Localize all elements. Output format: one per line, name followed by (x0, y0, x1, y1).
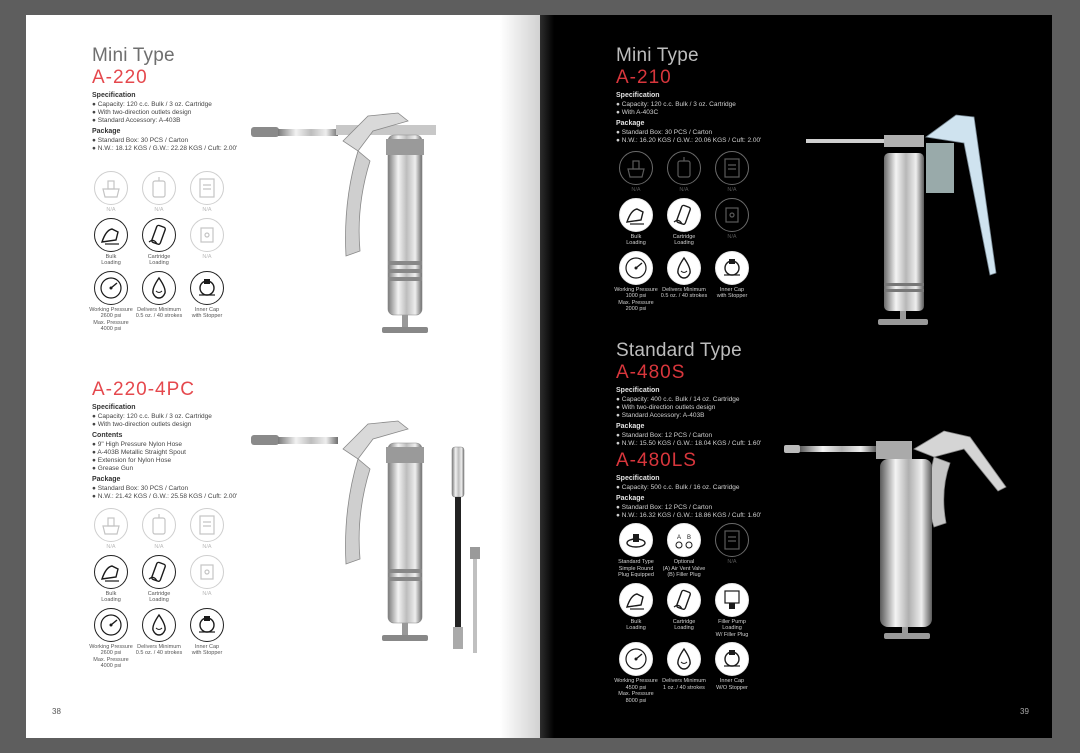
spec-line: ● With A-403C (616, 109, 659, 116)
spec-heading: Specification (616, 92, 660, 99)
grease-gun-image (248, 111, 438, 343)
pressure-gauge-icon (94, 608, 128, 642)
package-heading: Package (616, 423, 645, 430)
bulk-loading-icon (94, 218, 128, 252)
feature-icon-item (708, 198, 756, 247)
model-number: A-220 (92, 67, 148, 88)
feature-caption: N/A (727, 187, 737, 193)
feature-caption: N/A (727, 559, 737, 565)
feature-caption: Cartridge Loading (672, 618, 696, 631)
feature-caption: Delivers Minimum 1 oz. / 40 strokes (662, 678, 706, 691)
feature-caption: Inner Cap with Stopper (191, 306, 223, 319)
pressure-gauge-icon (94, 271, 128, 305)
package-heading: Package (92, 128, 121, 135)
right-page (540, 15, 1052, 738)
package-line: ● N.W.: 16.20 KGS / G.W.: 20.06 KGS / Cuft: 2.00' (616, 137, 762, 144)
inner-cap-icon (715, 251, 749, 285)
filler-plug-icon (715, 198, 749, 232)
package-line: ● N.W.: 15.50 KGS / G.W.: 18.04 KGS / Cuft: 1.60' (616, 440, 762, 447)
grease-drop-icon (667, 642, 701, 676)
feature-caption: Working Pressure 1000 psi Max. Pressure 2000 psi (614, 286, 658, 312)
inner-cap-icon (190, 608, 224, 642)
feature-icon-item (660, 642, 708, 704)
spec-line: ● Standard Accessory: A-403B (616, 412, 705, 419)
page-number: 39 (1020, 707, 1029, 716)
feature-caption: Delivers Minimum 0.5 oz. / 40 strokes (660, 286, 708, 299)
filler-pump-icon (715, 151, 749, 185)
feature-caption: N/A (727, 233, 737, 240)
grease-gun-image (784, 427, 1010, 647)
contents-line: ● Extension for Nylon Hose (92, 457, 172, 464)
grease-drop-icon (667, 251, 701, 285)
model-number: A-210 (616, 67, 672, 88)
grease-gun-image (806, 113, 1006, 329)
cartridge-loading-icon (667, 583, 701, 617)
feature-caption: N/A (154, 207, 164, 213)
feature-icon-item (708, 642, 756, 704)
feature-icon-item (135, 555, 183, 604)
feature-caption: N/A (631, 187, 641, 193)
bulk-pump-icon (619, 151, 653, 185)
feature-caption: N/A (202, 544, 212, 550)
package-line: ● N.W.: 21.42 KGS / G.W.: 25.58 KGS / Cuft: 2.00' (92, 493, 238, 500)
inner-cap-icon (190, 271, 224, 305)
feature-caption: Inner Cap with Stopper (191, 643, 223, 656)
spec-line: ● With two-direction outlets design (92, 109, 192, 116)
left-page (26, 15, 540, 738)
spec-line: ● With two-direction outlets design (92, 421, 192, 428)
feature-icon-item (612, 523, 660, 579)
feature-icon-item (660, 198, 708, 247)
a220-section (92, 45, 237, 153)
feature-icon-item (183, 271, 231, 333)
cartridge-loading-icon (142, 555, 176, 589)
grease-drop-icon (142, 608, 176, 642)
spec-heading: Specification (616, 387, 660, 394)
spec-heading: Specification (92, 404, 136, 411)
feature-icon-item (87, 555, 135, 604)
package-line: ● Standard Box: 12 PCS / Carton (616, 504, 713, 511)
feature-icon-item (660, 151, 708, 194)
filler-pump-icon (190, 508, 224, 542)
spec-heading: Specification (92, 92, 136, 99)
bulk-pump-icon (94, 508, 128, 542)
feature-caption: N/A (679, 187, 689, 193)
product-type-title: Standard Type (616, 340, 742, 361)
plug-equipped-icon (619, 523, 653, 557)
package-line: ● Standard Box: 30 PCS / Carton (92, 485, 189, 492)
feature-icon-item (87, 608, 135, 670)
contents-heading: Contents (92, 432, 123, 439)
feature-icon-item (612, 642, 660, 704)
grease-gun-kit-image (248, 419, 468, 651)
feature-icon-item (708, 251, 756, 313)
package-line: ● N.W.: 16.32 KGS / G.W.: 18.86 KGS / Cuft: 1.60' (616, 512, 762, 519)
a480s-section (616, 340, 761, 520)
bulk-loading-icon (619, 198, 653, 232)
feature-caption: Optional (A) Air Vent Valve (B) Filler Plug (662, 559, 706, 578)
bulk-loading-icon (619, 583, 653, 617)
feature-caption: Standard Type Simple Round Plug Equipped (618, 559, 654, 578)
feature-caption: Inner Cap with Stopper (716, 286, 748, 299)
feature-caption: Bulk Loading (626, 233, 646, 246)
page-number: 38 (52, 707, 61, 716)
feature-icon-grid (87, 508, 231, 670)
a210-section (616, 45, 761, 145)
feature-caption: Delivers Minimum 0.5 oz. / 40 strokes (135, 306, 183, 319)
inner-cap-icon (715, 642, 749, 676)
package-heading: Package (616, 495, 645, 502)
feature-caption: Working Pressure 2600 psi Max. Pressure 4000 psi (89, 306, 133, 332)
filler-plug-icon (190, 218, 224, 252)
feature-icon-grid (612, 523, 756, 704)
feature-caption: Bulk Loading (101, 590, 121, 603)
feature-icon-item (87, 508, 135, 551)
feature-icon-grid (87, 171, 231, 333)
feature-caption: N/A (202, 253, 212, 260)
feature-icon-item (612, 583, 660, 639)
filler-pump-loading-icon (715, 583, 749, 617)
package-line: ● N.W.: 18.12 KGS / G.W.: 22.28 KGS / Cuft: 2.00' (92, 145, 238, 152)
package-heading: Package (92, 476, 121, 483)
feature-icon-item (660, 251, 708, 313)
product-type-title: Mini Type (92, 45, 175, 66)
package-line: ● Standard Box: 30 PCS / Carton (616, 129, 713, 136)
feature-caption: Working Pressure 4500 psi Max. Pressure 8000 psi (614, 678, 658, 704)
feature-icon-item (183, 608, 231, 670)
cartridge-loading-icon (142, 218, 176, 252)
feature-caption: Bulk Loading (101, 253, 121, 266)
package-line: ● Standard Box: 30 PCS / Carton (92, 137, 189, 144)
pressure-gauge-icon (619, 642, 653, 676)
feature-icon-grid (612, 151, 756, 313)
cartridge-loading-icon (667, 198, 701, 232)
feature-icon-item (135, 171, 183, 214)
feature-icon-item (135, 271, 183, 333)
feature-caption: N/A (202, 590, 212, 597)
feature-icon-item (183, 171, 231, 214)
page-gutter-shadow (540, 15, 554, 738)
feature-caption: Cartridge Loading (147, 253, 171, 266)
feature-caption: N/A (106, 207, 116, 213)
svg-text:A: A (677, 535, 682, 541)
bulk-pump-icon (94, 171, 128, 205)
spec-line: ● Standard Accessory: A-403B (92, 117, 181, 124)
spec-line: ● Capacity: 120 c.c. Bulk / 3 oz. Cartridge (92, 413, 212, 420)
spec-line: ● With two-direction outlets design (616, 404, 716, 411)
spec-line: ● Capacity: 500 c.c. Bulk / 16 oz. Cartridge (616, 484, 740, 491)
feature-icon-item (135, 508, 183, 551)
feature-icon-item (87, 218, 135, 267)
feature-caption: Inner Cap W/O Stopper (716, 678, 748, 691)
spec-line: ● Capacity: 120 c.c. Bulk / 3 oz. Cartridge (616, 101, 736, 108)
feature-caption: Working Pressure 2600 psi Max. Pressure 4000 psi (89, 643, 133, 669)
feature-icon-item (87, 271, 135, 333)
feature-icon-item (612, 251, 660, 313)
spec-line: ● Capacity: 400 c.c. Bulk / 14 oz. Cartridge (616, 396, 740, 403)
feature-icon-item (708, 583, 756, 639)
extension-spout-image (468, 547, 482, 655)
contents-line: ● A-403B Metallic Straight Spout (92, 449, 186, 456)
feature-caption: Filler Pump Loading W/ Filler Plug (715, 618, 749, 638)
filler-pump-icon (715, 523, 749, 557)
spec-line: ● Capacity: 120 c.c. Bulk / 3 oz. Cartridge (92, 101, 212, 108)
package-heading: Package (616, 120, 645, 127)
cartridge-vent-icon (142, 171, 176, 205)
svg-text:B: B (687, 535, 692, 541)
feature-icon-item (135, 608, 183, 670)
filler-pump-icon (190, 171, 224, 205)
feature-icon-item (87, 171, 135, 214)
feature-icon-item (708, 151, 756, 194)
contents-line: ● 9" High Pressure Nylon Hose (92, 441, 183, 448)
feature-icon-item (612, 198, 660, 247)
feature-caption: Cartridge Loading (672, 233, 696, 246)
air-vent-valve-icon (667, 523, 701, 557)
bulk-loading-icon (94, 555, 128, 589)
contents-line: ● Grease Gun (92, 465, 134, 472)
cartridge-vent-icon (142, 508, 176, 542)
page-gutter-shadow (500, 15, 540, 738)
feature-icon-item (183, 555, 231, 604)
model-number: A-480S (616, 362, 686, 383)
model-number: A-220-4PC (92, 379, 195, 400)
feature-icon-item (183, 508, 231, 551)
feature-icon-item (660, 523, 708, 579)
feature-caption: Delivers Minimum 0.5 oz. / 40 strokes (135, 643, 183, 656)
a220-4pc-section (92, 379, 237, 501)
feature-caption: N/A (154, 544, 164, 550)
feature-icon-item (660, 583, 708, 639)
filler-plug-icon (190, 555, 224, 589)
feature-caption: Cartridge Loading (147, 590, 171, 603)
product-type-title: Mini Type (616, 45, 699, 66)
feature-caption: N/A (202, 207, 212, 213)
pressure-gauge-icon (619, 251, 653, 285)
cartridge-vent-icon (667, 151, 701, 185)
package-line: ● Standard Box: 12 PCS / Carton (616, 432, 713, 439)
feature-icon-item (708, 523, 756, 579)
feature-caption: Bulk Loading (626, 618, 646, 631)
spec-heading: Specification (616, 475, 660, 482)
feature-icon-item (135, 218, 183, 267)
grease-drop-icon (142, 271, 176, 305)
feature-icon-item (183, 218, 231, 267)
model-number: A-480LS (616, 450, 697, 471)
feature-caption: N/A (106, 544, 116, 550)
feature-icon-item (612, 151, 660, 194)
